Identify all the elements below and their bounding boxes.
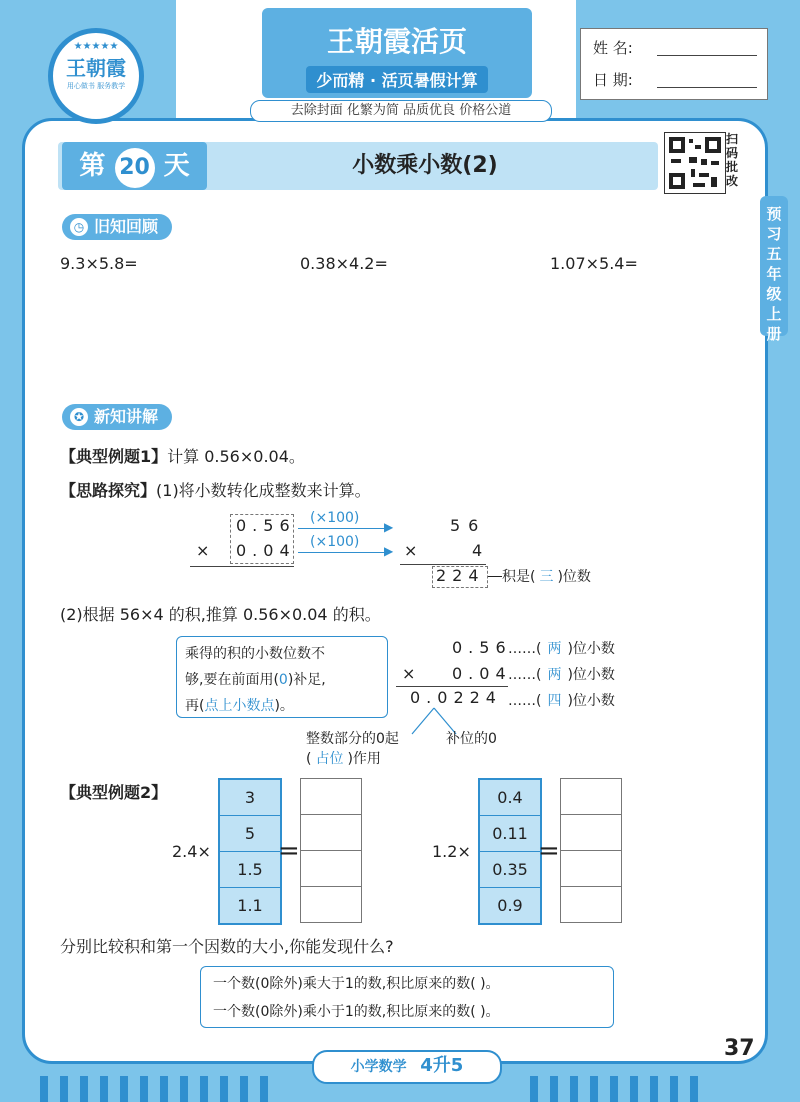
qr-code-icon[interactable] — [664, 132, 726, 194]
page-number: 37 — [724, 1036, 755, 1061]
left-factor: 5 — [220, 816, 280, 852]
logo-stars: ★★★★★ — [73, 41, 119, 52]
calc2-dots-b: ……( — [508, 667, 542, 683]
footer-stripe — [650, 1076, 658, 1102]
footer-subject: 小学数学 — [350, 1059, 407, 1075]
lesson-title: 小数乘小数(2) — [352, 153, 498, 178]
footer-stripe — [550, 1076, 558, 1102]
calc1-left-rule — [190, 566, 294, 567]
left-factor: 1.1 — [220, 888, 280, 923]
right-factor: 0.9 — [480, 888, 540, 923]
answer-cell[interactable] — [561, 887, 621, 922]
calc2-answer-p: 四 — [547, 693, 562, 709]
day-prefix: 第 — [79, 151, 106, 181]
right-factor-stack — [478, 778, 542, 925]
qr-label: 扫码批改 — [726, 132, 739, 188]
day-number: 20 — [115, 148, 155, 188]
footer-pill — [312, 1050, 502, 1084]
calc1-times: × — [196, 541, 210, 560]
hint-line2-pre: 够,要在前面用( — [185, 672, 279, 688]
left-equals: = — [278, 836, 300, 866]
footer-stripe — [100, 1076, 108, 1102]
calc1-int-a: 56 — [450, 516, 487, 535]
calc2-unit-b: )位小数 — [567, 667, 615, 683]
result-arrow — [488, 576, 502, 577]
calc1-product: 224 — [436, 566, 485, 585]
right-multiplier: 1.2× — [432, 842, 471, 861]
calc2-factor-a: 0.56 — [452, 638, 512, 657]
think-label: 【思路探究】 — [60, 481, 157, 500]
right-equals: = — [538, 836, 560, 866]
answer-cell[interactable] — [301, 851, 361, 887]
calc1-int-b: 4 — [472, 541, 483, 560]
example2-question: 分别比较积和第一个因数的大小,你能发现什么? — [60, 937, 394, 956]
clock-icon: ◷ — [70, 218, 88, 236]
calc2-product: 0.0224 — [410, 688, 502, 707]
example1-text: 计算 0.56×0.04。 — [167, 447, 305, 466]
brand-subtitle: 少而精 · 活页暑假计算 — [306, 66, 487, 93]
calc1-int-times: × — [404, 541, 418, 560]
hint-answer-point: 点上小数点 — [204, 698, 275, 714]
review-problem-1: 9.3×5.8= — [60, 254, 138, 273]
calc2-factor-b: 0.04 — [452, 664, 512, 683]
name-label: 姓 名: — [593, 39, 633, 57]
note1-post: )作用 — [347, 751, 381, 767]
answer-cell[interactable] — [301, 887, 361, 922]
calc1-factor-b: 0.04 — [236, 541, 296, 560]
side-tab — [760, 196, 788, 343]
result-pre: 积是( — [502, 569, 536, 585]
footer-stripe — [610, 1076, 618, 1102]
arrow-head-icon: ▶ — [384, 544, 394, 558]
footer-stripe — [570, 1076, 578, 1102]
calc2-times: × — [402, 664, 416, 683]
footer-stripe — [260, 1076, 268, 1102]
right-factor: 0.4 — [480, 780, 540, 816]
footer-stripe — [80, 1076, 88, 1102]
left-answer-stack — [300, 778, 362, 923]
left-factor: 1.5 — [220, 852, 280, 888]
left-multiplier: 2.4× — [172, 842, 211, 861]
answer-cell[interactable] — [561, 779, 621, 815]
footer-grade: 4升5 — [420, 1055, 464, 1076]
new-tag — [62, 404, 172, 430]
footer-stripe — [590, 1076, 598, 1102]
left-factor: 3 — [220, 780, 280, 816]
conclusion-2: 一个数(0除外)乘小于1的数,积比原来的数( )。 — [213, 1004, 500, 1020]
new-tag-label: 新知讲解 — [94, 407, 159, 426]
note1-line1: 整数部分的0起 — [306, 731, 399, 747]
calc2-answer-b: 两 — [547, 667, 562, 683]
footer-stripe — [180, 1076, 188, 1102]
note1-pre: ( — [306, 751, 312, 767]
hint-line2-post: )补足, — [287, 672, 326, 688]
calc1-arrow1-label: (×100) — [310, 510, 360, 526]
medal-icon: ✪ — [70, 408, 88, 426]
calc2-dots-p: ……( — [508, 693, 542, 709]
answer-cell[interactable] — [301, 815, 361, 851]
footer-stripe — [40, 1076, 48, 1102]
footer-stripe — [140, 1076, 148, 1102]
brand-title: 王朝霞活页 — [326, 25, 467, 58]
review-problem-3: 1.07×5.4= — [550, 254, 638, 273]
calc2-rule — [396, 686, 508, 687]
hint-answer-zero: 0 — [278, 672, 288, 688]
step2-text: (2)根据 56×4 的积,推算 0.56×0.04 的积。 — [60, 605, 381, 624]
calc1-arrow2 — [298, 552, 388, 553]
footer-stripe — [530, 1076, 538, 1102]
example2-label: 【典型例题2】 — [60, 783, 168, 802]
date-label: 日 期: — [593, 71, 633, 89]
answer-cell[interactable] — [301, 779, 361, 815]
calc1-factor-a: 0.56 — [236, 516, 296, 535]
name-date-box — [580, 28, 768, 100]
calc2-unit-a: )位小数 — [567, 641, 615, 657]
footer-stripe — [240, 1076, 248, 1102]
footer-stripe — [670, 1076, 678, 1102]
footer-stripe — [200, 1076, 208, 1102]
hint-box — [176, 636, 388, 718]
hint-line1: 乘得的积的小数位数不 — [185, 646, 325, 662]
logo-small-text: 用心做书 服务教学 — [66, 82, 126, 90]
hint-line3-post: )。 — [274, 698, 294, 714]
note2: 补位的0 — [446, 731, 497, 747]
brand-logo — [48, 28, 144, 124]
right-answer-stack — [560, 778, 622, 923]
footer-stripe — [120, 1076, 128, 1102]
footer-stripe — [60, 1076, 68, 1102]
review-tag-label: 旧知回顾 — [94, 217, 159, 236]
calc2-dots-a: ……( — [508, 641, 542, 657]
answer-cell[interactable] — [561, 815, 621, 851]
conclusion-box — [200, 966, 614, 1028]
think-text: (1)将小数转化成整数来计算。 — [156, 481, 371, 500]
calc1-right-rule — [400, 564, 486, 565]
name-field-line[interactable] — [657, 55, 757, 56]
review-problem-2: 0.38×4.2= — [300, 254, 388, 273]
side-tab-text: 预习五年级上册 — [766, 205, 782, 343]
example1-label: 【典型例题1】 — [60, 447, 168, 466]
hint-line3-pre: 再( — [185, 698, 205, 714]
calc2-answer-a: 两 — [547, 641, 562, 657]
review-tag — [62, 214, 172, 240]
footer-stripe — [690, 1076, 698, 1102]
result-answer: 三 — [539, 569, 554, 585]
calc2-unit-p: )位小数 — [567, 693, 615, 709]
calc1-arrow1 — [298, 528, 388, 529]
qr-code-graphic — [665, 133, 725, 193]
note1-answer: 占位 — [315, 751, 344, 767]
slogan: 去除封面 化繁为简 品质优良 价格公道 — [250, 100, 552, 122]
right-factor: 0.35 — [480, 852, 540, 888]
result-post: )位数 — [557, 569, 591, 585]
title-banner — [262, 8, 532, 98]
arrow-head-icon: ▶ — [384, 520, 394, 534]
answer-cell[interactable] — [561, 851, 621, 887]
day-tab — [62, 142, 207, 190]
left-factor-stack — [218, 778, 282, 925]
conclusion-1: 一个数(0除外)乘大于1的数,积比原来的数( )。 — [213, 976, 500, 992]
date-field-line[interactable] — [657, 87, 757, 88]
footer-stripe — [220, 1076, 228, 1102]
right-factor: 0.11 — [480, 816, 540, 852]
calc1-arrow2-label: (×100) — [310, 534, 360, 550]
day-suffix: 天 — [163, 151, 190, 181]
footer-stripe — [630, 1076, 638, 1102]
logo-text: 王朝霞 — [66, 56, 126, 80]
footer-stripe — [160, 1076, 168, 1102]
